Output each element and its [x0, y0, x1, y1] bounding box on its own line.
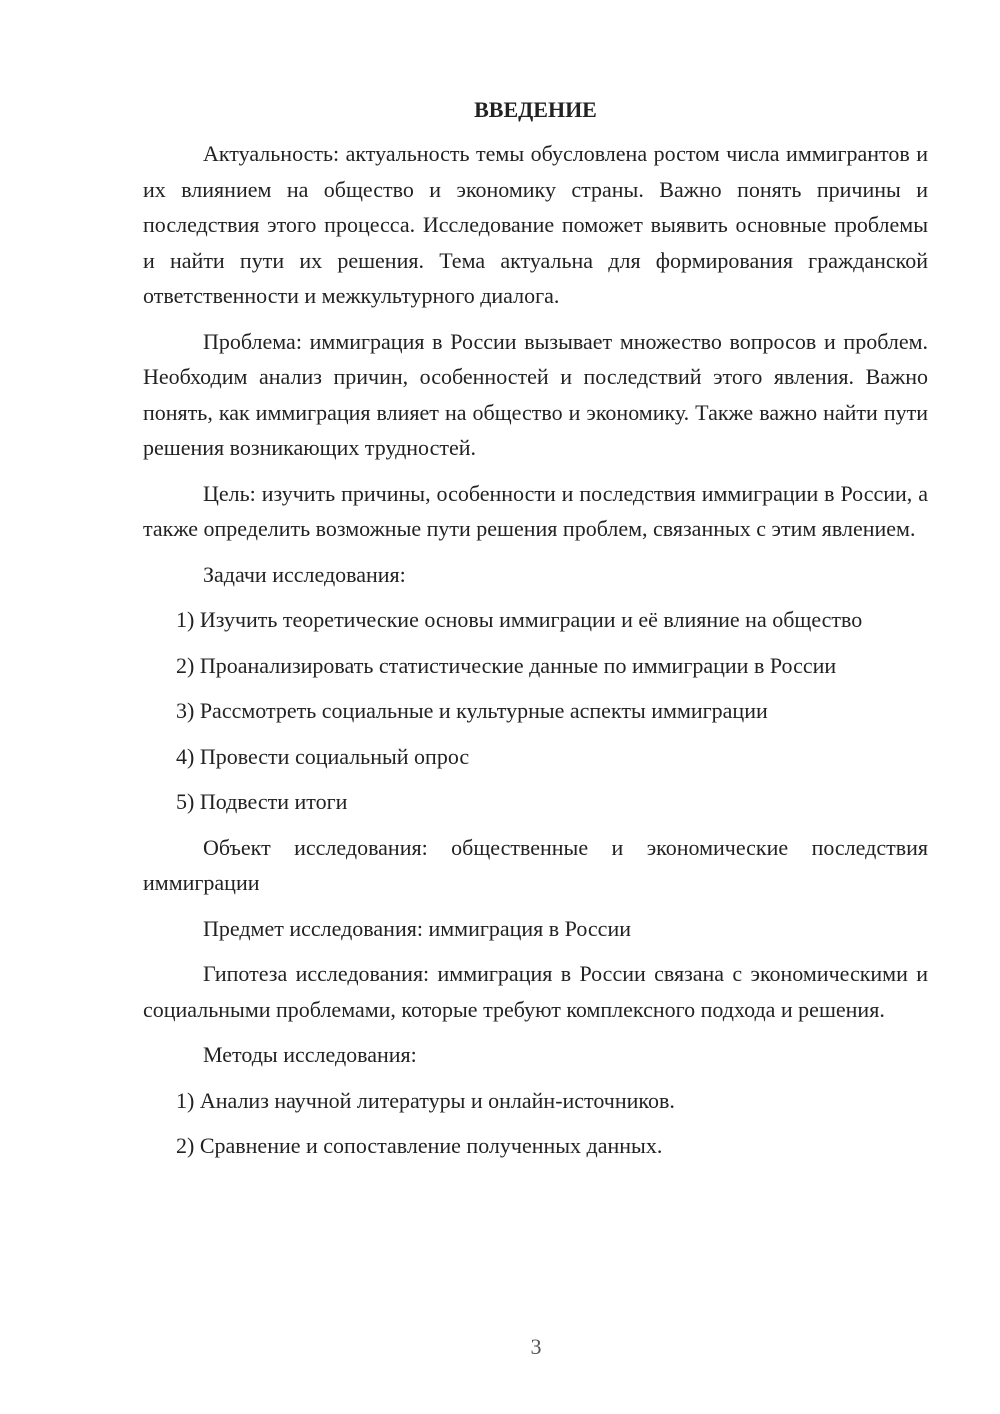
tasks-title: Задачи исследования:	[203, 561, 406, 587]
document-body	[143, 92, 928, 1174]
task-item-4: 4) Провести социальный опрос	[176, 743, 470, 769]
methods-title: Методы исследования:	[203, 1042, 417, 1067]
task-item-3: 3) Рассмотреть социальные и культурные аспекты иммиграции	[176, 698, 768, 723]
subject-paragraph: Предмет исследования: иммиграция в России	[203, 915, 631, 941]
method-item-1: 1) Анализ научной литературы и онлайн-источников.	[176, 1087, 675, 1113]
relevance-paragraph: Актуальность: актуальность темы обусловлена ростом числа иммигрантов и их влиянием на общество и экономику страны. Важно понять причины и последствия этого процесса. Исследование поможет выявить основные проблемы и найти пути их решения. Тема актуальна для формирования гражданской ответственности и межкультурного диалога.	[143, 141, 928, 308]
task-item-5: 5) Подвести итоги	[176, 789, 348, 814]
hypothesis-paragraph: Гипотеза исследования: иммиграция в России связана с экономическими и социальными проблемами, которые требуют комплексного подхода и решения.	[143, 961, 928, 1022]
page-number: 3	[530, 1334, 542, 1359]
goal-paragraph: Цель: изучить причины, особенности и последствия иммиграции в России, а также определить возможные пути решения проблем, связанных с этим явлением.	[143, 480, 928, 541]
task-item-2: 2) Проанализировать статистические данные по иммиграции в России	[176, 652, 837, 678]
section-heading: ВВЕДЕНИЕ	[474, 97, 597, 122]
problem-paragraph: Проблема: иммиграция в России вызывает множество вопросов и проблем. Необходим анализ причин, особенностей и последствий этого явления. Важно понять, как иммиграция влияет на общество и экономику. Также важно найти пути решения возникающих трудностей.	[143, 328, 928, 460]
method-item-2: 2) Сравнение и сопоставление полученных данных.	[176, 1133, 663, 1158]
task-item-1: 1) Изучить теоретические основы иммиграции и её влияние на общество	[176, 607, 863, 632]
object-paragraph: Объект исследования: общественные и экономические последствия иммиграции	[143, 834, 928, 895]
